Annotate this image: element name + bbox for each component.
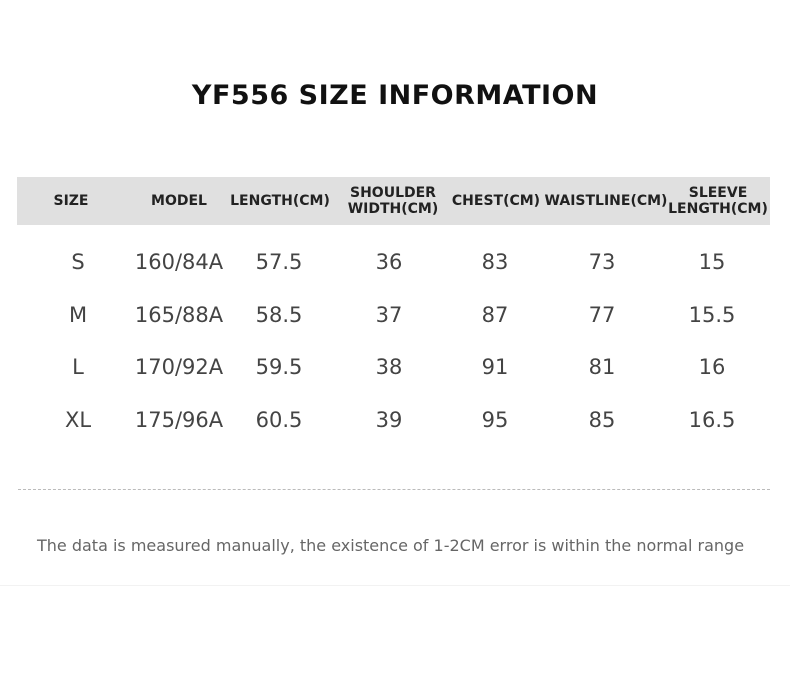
cell-length: 59.5 xyxy=(255,355,303,379)
cell-shoulder: 39 xyxy=(375,408,403,432)
cell-waistline: 77 xyxy=(588,303,616,327)
header-waistline: WAISTLINE(CM) xyxy=(544,193,668,209)
header-sleeve: SLEEVE LENGTH(CM) xyxy=(668,185,768,217)
bottom-divider xyxy=(0,585,790,586)
cell-chest: 87 xyxy=(481,303,509,327)
cell-sleeve: 15 xyxy=(698,250,726,274)
cell-length: 58.5 xyxy=(255,303,303,327)
cell-waistline: 81 xyxy=(588,355,616,379)
cell-sleeve: 16 xyxy=(698,355,726,379)
page-title: YF556 SIZE INFORMATION xyxy=(191,80,599,111)
cell-model: 165/88A xyxy=(134,303,224,327)
cell-chest: 91 xyxy=(481,355,509,379)
table-row xyxy=(0,295,790,335)
cell-chest: 95 xyxy=(481,408,509,432)
cell-shoulder: 37 xyxy=(375,303,403,327)
header-chest: CHEST(CM) xyxy=(451,193,541,209)
cell-sleeve: 16.5 xyxy=(688,408,736,432)
table-row xyxy=(0,242,790,282)
header-shoulder: SHOULDER WIDTH(CM) xyxy=(347,185,439,217)
cell-size: S xyxy=(71,250,85,274)
header-length: LENGTH(CM) xyxy=(230,193,330,209)
cell-length: 57.5 xyxy=(255,250,303,274)
cell-size: M xyxy=(68,303,88,327)
cell-shoulder: 38 xyxy=(375,355,403,379)
measurement-note: The data is measured manually, the existence of 1-2CM error is within the normal range xyxy=(37,536,745,555)
cell-waistline: 73 xyxy=(588,250,616,274)
cell-chest: 83 xyxy=(481,250,509,274)
cell-waistline: 85 xyxy=(588,408,616,432)
cell-length: 60.5 xyxy=(255,408,303,432)
cell-model: 160/84A xyxy=(134,250,224,274)
cell-model: 170/92A xyxy=(134,355,224,379)
cell-size: L xyxy=(72,355,84,379)
table-header xyxy=(17,177,770,225)
cell-model: 175/96A xyxy=(134,408,224,432)
header-model: MODEL xyxy=(151,193,207,209)
cell-sleeve: 15.5 xyxy=(688,303,736,327)
header-size: SIZE xyxy=(53,193,89,209)
cell-shoulder: 36 xyxy=(375,250,403,274)
cell-size: XL xyxy=(64,408,92,432)
table-row xyxy=(0,400,790,440)
dashed-divider xyxy=(18,489,770,490)
table-row xyxy=(0,347,790,387)
